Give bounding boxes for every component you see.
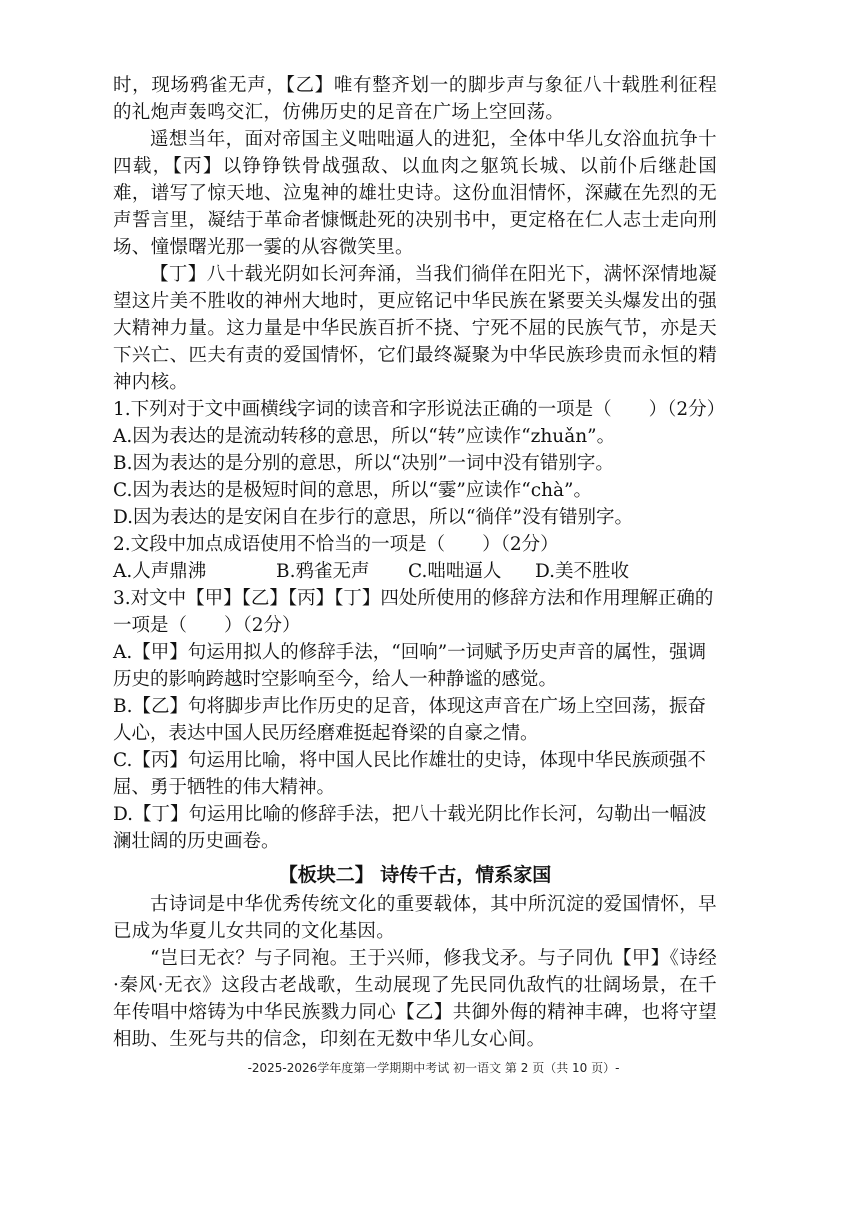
question-2: [113, 531, 717, 585]
question-1-option-b: B.因为表达的是分别的意思，所以“决别”一词中没有错别字。: [113, 453, 614, 474]
question-3-option-c: C.【丙】句运用比喻，将中国人民比作雄壮的史诗，体现中华民族顽强不屈、勇于牺牲的伟大精神。: [113, 750, 706, 798]
paragraph-continuation: 时，现场鸦雀无声，【乙】唯有整齐划一的脚步声与象征八十载胜利征程的礼炮声轰鸣交汇，仿佛历史的足音在广场上空回荡。: [113, 75, 717, 123]
paragraph-wuyi: “岂曰无衣？与子同袍。王于兴师，修我戈矛。与子同仇【甲】《诗经·秦风·无衣》这段古老战歌，生动展现了先民同仇敌忾的壮阔场景，在千年传唱中熔铸为中华民族戮力同心【乙】共御外侮的精神丰碑，也将守望相助、生死与共的信念，印刻在无数中华儿女心间。: [113, 948, 717, 1050]
question-1: [113, 396, 726, 531]
question-3-option-a: A.【甲】句运用拟人的修辞手法，“回响”一词赋予历史声音的属性，强调历史的影响跨越时空影响至今，给人一种静谧的感觉。: [113, 642, 707, 690]
question-3-option-b: B.【乙】句将脚步声比作历史的足音，体现这声音在广场上空回荡，振奋人心，表达中国人民历经磨难挺起脊梁的自豪之情。: [113, 696, 706, 744]
question-2-option-c: C.咄咄逼人: [408, 561, 502, 582]
question-2-option-a: A.人声鼎沸: [113, 561, 207, 582]
paragraph-eighty-years: 【丁】八十载光阴如长河奔涌，当我们徜佯在阳光下，满怀深情地凝望这片美不胜收的神州大地时，更应铭记中华民族在紧要关头爆发出的强大精神力量。这力量是中华民族百折不挠、宁死不屈的民族气节，亦是天下兴亡、匹夫有责的爱国情怀，它们最终凝聚为中华民族珍贵而永恒的精神内核。: [113, 264, 717, 393]
question-2-option-d: D.美不胜收: [535, 561, 630, 582]
question-1-option-a: A.因为表达的是流动转移的意思，所以“转”应读作“zhuǎn”。: [113, 426, 616, 447]
question-3-stem: 3.对文中【甲】【乙】【丙】【丁】四处所使用的修辞方法和作用理解正确的一项是（ ）（2分）: [113, 588, 714, 636]
question-2-options: [113, 558, 717, 585]
question-3-option-d: D.【丁】句运用比喻的修辞手法，把八十载光阴比作长河，勾勒出一幅波澜壮阔的历史画卷。: [113, 804, 707, 852]
question-1-option-c: C.因为表达的是极短时间的意思，所以“霎”应读作“chà”。: [113, 480, 593, 501]
question-1-stem: 1.下列对于文中画横线字词的读音和字形说法正确的一项是（ ）（2分）: [113, 399, 726, 420]
section-2-title: 【板块二】 诗传千古，情系家国: [278, 864, 552, 886]
question-1-option-d: D.因为表达的是安闲自在步行的意思，所以“徜佯”没有错别字。: [113, 507, 633, 528]
paragraph-poetry-intro: 古诗词是中华优秀传统文化的重要载体，其中所沉淀的爱国情怀，早已成为华夏儿女共同的文化基因。: [113, 894, 717, 942]
paragraph-history: 遥想当年，面对帝国主义咄咄逼人的进犯，全体中华儿女浴血抗争十四载，【丙】以铮铮铁骨战强敌、以血肉之躯筑长城、以前仆后继赴国难，谱写了惊天地、泣鬼神的雄壮史诗。这份血泪情怀，深藏在先烈的无声誓言里，凝结于革命者慷慨赴死的决别书中，更定格在仁人志士走向刑场、憧憬曙光那一霎的从容微笑里。: [113, 129, 717, 258]
page-footer: -2025-2026学年度第一学期期中考试 初一语文 第 2 页（共 10 页）-: [247, 1061, 620, 1075]
question-3: [113, 585, 717, 855]
question-2-stem: 2.文段中加点成语使用不恰当的一项是（ ）（2分）: [113, 534, 559, 555]
question-2-option-b: B.鸦雀无声: [276, 561, 370, 582]
